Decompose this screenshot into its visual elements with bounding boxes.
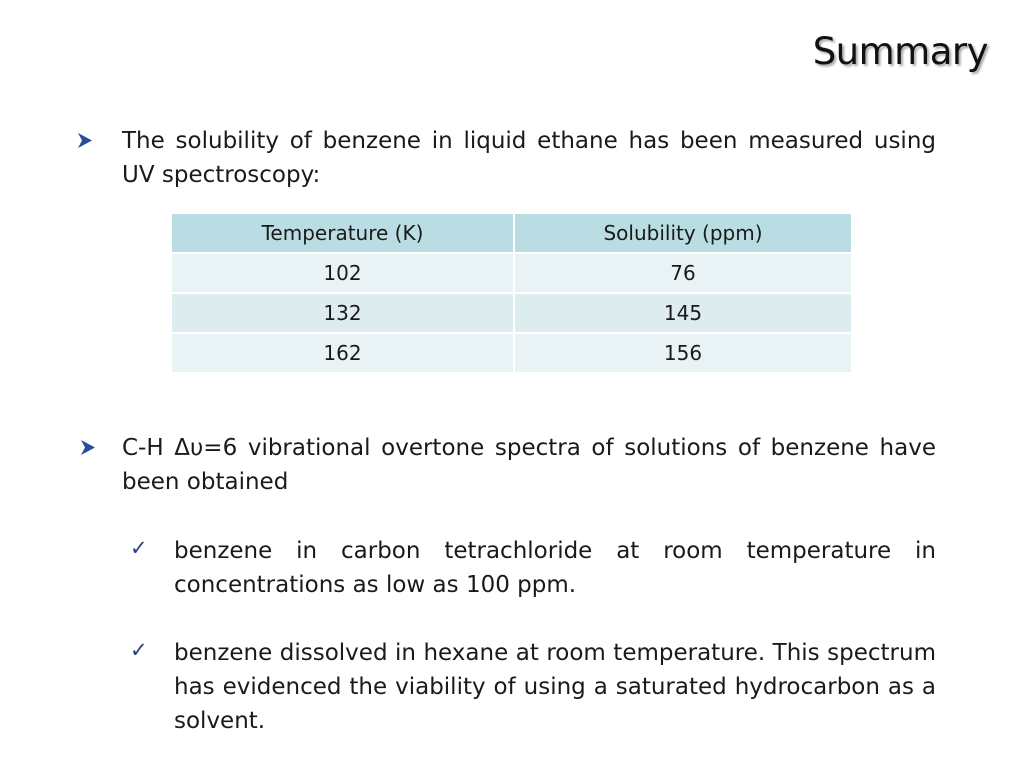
slide-title: Summary <box>812 30 988 73</box>
table-row <box>171 333 852 373</box>
cell-solubility: 156 <box>514 333 852 373</box>
table-row <box>171 293 852 333</box>
checkmark-icon: ✓ <box>130 536 148 560</box>
cell-temperature: 132 <box>171 293 514 333</box>
header-solubility: Solubility (ppm) <box>514 213 852 253</box>
table-row <box>171 253 852 293</box>
table-header-row <box>171 213 852 253</box>
bullet-solubility: The solubility of benzene in liquid ethane has been measured using UV spectroscopy: <box>122 128 936 188</box>
solubility-table <box>170 212 853 374</box>
header-temperature: Temperature (K) <box>171 213 514 253</box>
cell-temperature: 162 <box>171 333 514 373</box>
bullet-overtone-spectra: C-H Δυ=6 vibrational overtone spectra of solutions of benzene have been obtained <box>122 435 936 495</box>
cell-temperature: 102 <box>171 253 514 293</box>
sub-bullet-hexane: benzene dissolved in hexane at room temperature. This spectrum has evidenced the viability of using a saturated hydrocarbon as a solvent. <box>174 640 936 734</box>
cell-solubility: 76 <box>514 253 852 293</box>
checkmark-icon: ✓ <box>130 638 148 662</box>
sub-bullet-carbon-tetrachloride: benzene in carbon tetrachloride at room temperature in concentrations as low as 100 ppm. <box>174 538 936 598</box>
cell-solubility: 145 <box>514 293 852 333</box>
